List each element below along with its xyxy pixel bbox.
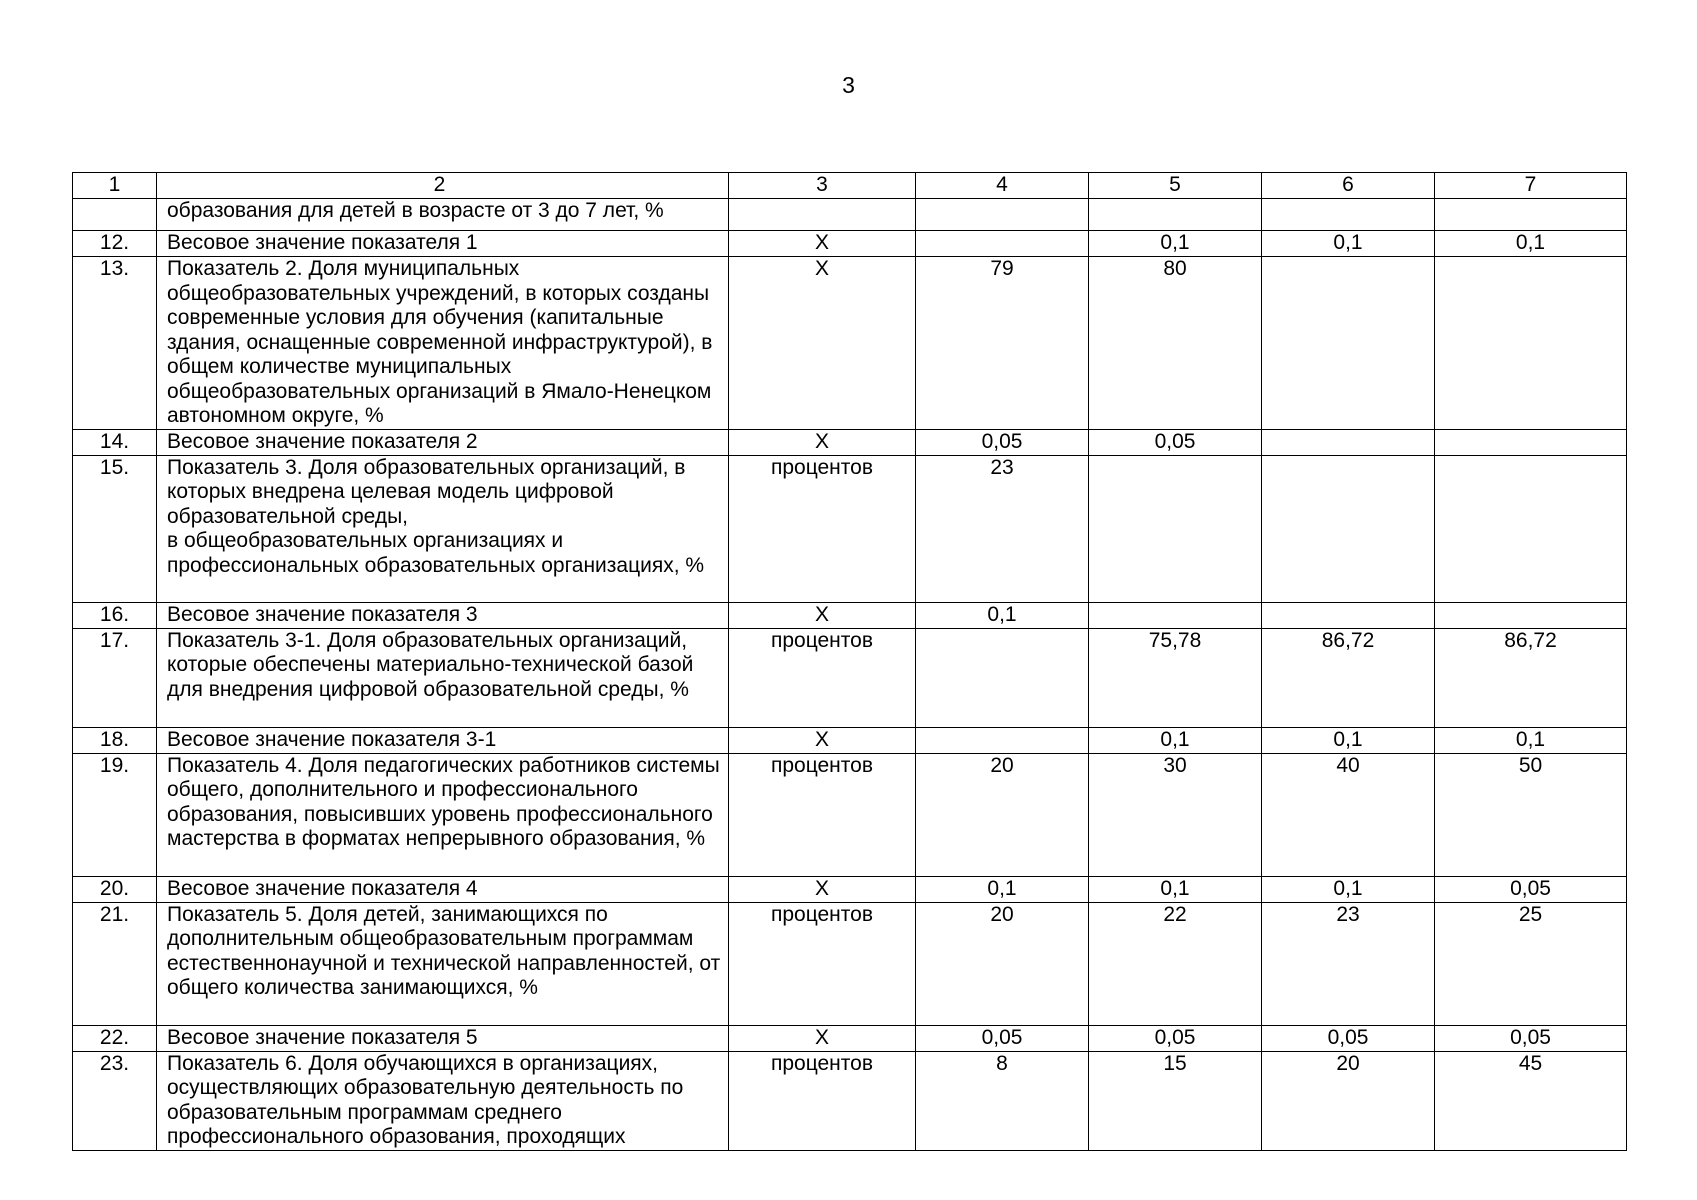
value-col-4-cell: 20 [916,902,1089,1025]
value-col-6-cell [1262,257,1435,430]
value-col-7-cell: 86,72 [1435,628,1627,727]
row-number-cell: 22. [73,1025,157,1051]
row-number-cell: 16. [73,602,157,628]
value-col-5-cell: 22 [1089,902,1262,1025]
indicator-name-cell: Весовое значение показателя 2 [157,429,729,455]
indicator-name-cell: Показатель 4. Доля педагогических работников системы общего, дополнительного и профессионального образования, повысивших уровень профессионального мастерства в форматах непрерывного образования, % [157,753,729,876]
table-row [73,1025,1627,1051]
value-col-4-cell [916,628,1089,727]
value-col-7-cell: 50 [1435,753,1627,876]
indicator-name-cell: Весовое значение показателя 1 [157,231,729,257]
table-header-row [73,173,1627,199]
row-number-cell: 20. [73,876,157,902]
value-col-4-cell: 79 [916,257,1089,430]
value-col-6-cell: 86,72 [1262,628,1435,727]
unit-cell: процентов [729,455,916,602]
value-col-5-cell: 15 [1089,1051,1262,1150]
value-col-7-cell: 0,1 [1435,727,1627,753]
indicator-name-cell: Показатель 2. Доля муниципальных общеобразовательных учреждений, в которых созданы современные условия для обучения (капитальные здания, оснащенные современной инфраструктурой), в общем количестве муниципальных общеобразовательных организаций в Ямало-Ненецком автономном округе, % [157,257,729,430]
value-col-6-cell: 20 [1262,1051,1435,1150]
unit-cell: X [729,602,916,628]
table-row [73,1051,1627,1150]
unit-cell: процентов [729,753,916,876]
row-number-cell: 13. [73,257,157,430]
table-row [73,628,1627,727]
unit-cell: X [729,727,916,753]
value-col-6-cell [1262,602,1435,628]
row-number-cell: 15. [73,455,157,602]
value-col-5-cell: 0,1 [1089,231,1262,257]
table-body [73,173,1627,1151]
table-row [73,902,1627,1025]
indicator-name-cell: Показатель 3. Доля образовательных организаций, в которых внедрена целевая модель цифровой образовательной среды, в общеобразовательных организациях и профессиональных образовательных организациях, % [157,455,729,602]
table-row [73,429,1627,455]
value-col-7-cell [1435,429,1627,455]
value-col-6-cell [1262,429,1435,455]
row-number-cell: 23. [73,1051,157,1150]
value-col-7-cell [1435,199,1627,231]
value-col-4-cell: 0,05 [916,1025,1089,1051]
table-row [73,602,1627,628]
value-col-5-cell: 0,1 [1089,876,1262,902]
value-col-5-cell [1089,199,1262,231]
page-number: 3 [842,72,855,98]
value-col-5-cell: 0,1 [1089,727,1262,753]
value-col-5-cell: 0,05 [1089,1025,1262,1051]
row-number-cell [73,199,157,231]
value-col-4-cell: 0,05 [916,429,1089,455]
value-col-7-cell: 45 [1435,1051,1627,1150]
value-col-7-cell: 0,05 [1435,1025,1627,1051]
value-col-7-cell: 0,1 [1435,231,1627,257]
value-col-5-cell: 30 [1089,753,1262,876]
unit-cell [729,199,916,231]
unit-cell: X [729,231,916,257]
value-col-4-cell [916,727,1089,753]
value-col-4-cell [916,231,1089,257]
header-col-6: 6 [1262,173,1435,199]
indicator-name-cell: Весовое значение показателя 5 [157,1025,729,1051]
unit-cell: X [729,1025,916,1051]
header-col-3: 3 [729,173,916,199]
value-col-5-cell: 75,78 [1089,628,1262,727]
unit-cell: X [729,876,916,902]
indicators-table [72,172,1627,1151]
value-col-7-cell [1435,455,1627,602]
row-number-cell: 17. [73,628,157,727]
row-number-cell: 19. [73,753,157,876]
value-col-4-cell: 8 [916,1051,1089,1150]
value-col-6-cell [1262,199,1435,231]
value-col-6-cell: 0,1 [1262,231,1435,257]
indicator-name-cell: образования для детей в возрасте от 3 до 7 лет, % [157,199,729,231]
indicator-name-cell: Весовое значение показателя 3 [157,602,729,628]
unit-cell: X [729,429,916,455]
value-col-6-cell [1262,455,1435,602]
unit-cell: X [729,257,916,430]
value-col-5-cell: 80 [1089,257,1262,430]
header-col-4: 4 [916,173,1089,199]
indicator-name-cell: Показатель 5. Доля детей, занимающихся по дополнительным общеобразовательным программам естественнонаучной и технической направленностей, от общего количества занимающихся, % [157,902,729,1025]
table-row [73,876,1627,902]
table-row [73,199,1627,231]
row-number-cell: 18. [73,727,157,753]
value-col-4-cell: 23 [916,455,1089,602]
value-col-6-cell: 23 [1262,902,1435,1025]
table-row [73,727,1627,753]
value-col-6-cell: 40 [1262,753,1435,876]
header-col-2: 2 [157,173,729,199]
value-col-7-cell [1435,257,1627,430]
value-col-4-cell: 20 [916,753,1089,876]
value-col-4-cell: 0,1 [916,602,1089,628]
value-col-5-cell [1089,602,1262,628]
row-number-cell: 12. [73,231,157,257]
value-col-6-cell: 0,1 [1262,876,1435,902]
indicator-name-cell: Весовое значение показателя 3-1 [157,727,729,753]
value-col-4-cell [916,199,1089,231]
value-col-5-cell: 0,05 [1089,429,1262,455]
header-col-5: 5 [1089,173,1262,199]
row-number-cell: 14. [73,429,157,455]
table-row [73,257,1627,430]
unit-cell: процентов [729,628,916,727]
table-row [73,455,1627,602]
value-col-6-cell: 0,1 [1262,727,1435,753]
value-col-5-cell [1089,455,1262,602]
value-col-7-cell: 25 [1435,902,1627,1025]
indicator-name-cell: Весовое значение показателя 4 [157,876,729,902]
unit-cell: процентов [729,902,916,1025]
header-col-1: 1 [73,173,157,199]
header-col-7: 7 [1435,173,1627,199]
table-row [73,231,1627,257]
table-row [73,753,1627,876]
indicator-name-cell: Показатель 6. Доля обучающихся в организациях, осуществляющих образовательную деятельность по образовательным программам среднего профессионального образования, проходящих [157,1051,729,1150]
value-col-7-cell: 0,05 [1435,876,1627,902]
row-number-cell: 21. [73,902,157,1025]
value-col-7-cell [1435,602,1627,628]
value-col-6-cell: 0,05 [1262,1025,1435,1051]
unit-cell: процентов [729,1051,916,1150]
indicator-name-cell: Показатель 3-1. Доля образовательных организаций, которые обеспечены материально-технической базой для внедрения цифровой образовательной среды, % [157,628,729,727]
value-col-4-cell: 0,1 [916,876,1089,902]
